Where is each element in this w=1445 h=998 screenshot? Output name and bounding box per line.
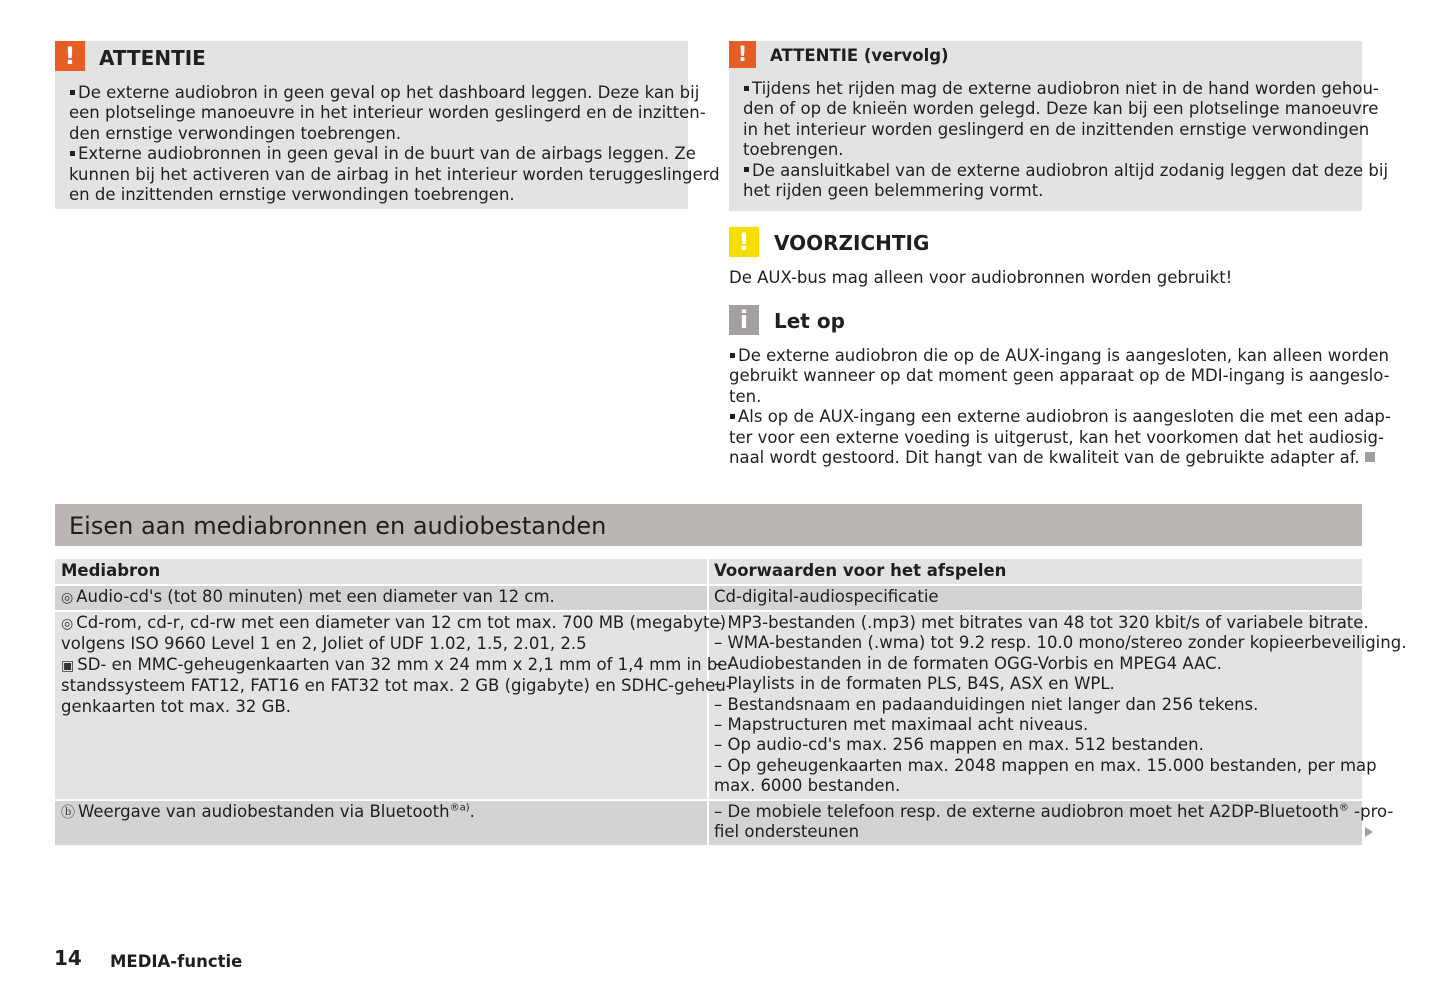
section-title: Eisen aan mediabronnen en audiobestanden (69, 512, 607, 540)
caution-icon: ! (729, 227, 759, 257)
table-cell: Cd-digital-audiospecificatie (714, 587, 939, 606)
warning-icon: ! (729, 41, 756, 68)
sd-card-icon: ▣ (61, 657, 75, 674)
cd-icon: ◎ (61, 616, 74, 632)
warning-icon: ! (55, 41, 85, 71)
voorzichtig-text: De AUX-bus mag alleen voor audiobronnen worden gebruikt! (729, 268, 1233, 287)
attentie-vervolg-heading: ATTENTIE (vervolg) (770, 46, 949, 65)
section-end-mark (1365, 452, 1375, 462)
table-row: ⓑ Weergave van audiobestanden via Bluetooth$^{®a)}$. (61, 802, 475, 821)
attentie-text: De externe audiobron in geen geval op het dashboard leggen. Deze kan bij een plotselinge manoeuvre in het interieur worden geslingerd en de inzitten- den ernstige verwondingen toebrengen. Externe audiobronnen in geen geval in de buurt van de airbags leggen. Ze kunnen bij het activeren van de airbag in het interieur worden teruggeslingerd en de inzittenden ernstige verwondingen toebrengen. (69, 83, 720, 205)
table-row: ◎ Audio-cd's (tot 80 minuten) met een diameter van 12 cm. (61, 587, 555, 606)
attentie-vervolg-text: Tijdens het rijden mag de externe audiobron niet in de hand worden gehou- den of op de knieën worden gelegd. Deze kan bij een plotselinge manoeuvre in het interieur worden geslingerd en de inzittenden ernstige verwondingen toebrengen. De aansluitkabel van de externe audiobron altijd zodanig leggen dat deze bij het rijden geen belemmering vormt. (743, 79, 1389, 201)
chapter-title: MEDIA-functie (110, 952, 243, 971)
cd-icon: ◎ (61, 590, 74, 606)
info-icon: i (729, 305, 759, 335)
table-row: ◎ Cd-rom, cd-r, cd-rw met een diameter van 12 cm tot max. 700 MB (megabyte) volgens ISO 9660 Level 1 en 2, Joliet of UDF 1.02, 1.5, 2.01, 2.5 ▣ SD- en MMC-geheugenkaarten van 32 mm x 24 mm x 2,1 mm of 1,4 mm in be- standssysteem FAT12, FAT16 en FAT32 tot max. 2 GB (gigabyte) en SDHC-geheu- genkaarten tot max. 32 GB. (61, 613, 734, 716)
voorzichtig-heading: VOORZICHTIG (774, 231, 930, 255)
table-header-mediabron: Mediabron (61, 561, 161, 580)
continue-arrow-icon (1365, 827, 1373, 837)
table-header-voorwaarden: Voorwaarden voor het afspelen (714, 561, 1007, 580)
table-cell: – De mobiele telefoon resp. de externe audiobron moet het A2DP-Bluetooth® -pro- fiel ondersteunen (714, 802, 1394, 842)
table-cell: – MP3-bestanden (.mp3) met bitrates van 48 tot 320 kbit/s of variabele bitrate. – WMA-bestanden (.wma) tot 9.2 resp. 10.0 mono/stereo zonder kopieerbeveiliging. – Audiobestanden in de formaten OGG-Vorbis en MPEG4 AAC. – Playlists in de formaten PLS, B4S, ASX en WPL. – Bestandsnaam en padaanduidingen niet langer dan 256 tekens. – Mapstructuren met maximaal acht niveaus. – Op audio-cd's max. 256 mappen en max. 512 bestanden. – Op geheugenkaarten max. 2048 mappen en max. 15.000 bestanden, per map max. 6000 bestanden. (714, 613, 1407, 796)
bluetooth-icon: ⓑ (61, 805, 75, 821)
let-op-text: De externe audiobron die op de AUX-ingang is aangesloten, kan alleen worden gebruikt wanneer op dat moment geen apparaat op de MDI-ingang is aangeslo- ten. Als op de AUX-ingang een externe audiobron is aangesloten die met een adap- ter voor een externe voeding is uitgerust, kan het voorkomen dat het audiosig- naal wordt gestoord. Dit hangt van de kwaliteit van de gebruikte adapter af. (729, 346, 1391, 468)
attentie-heading: ATTENTIE (99, 46, 206, 70)
section-header (55, 504, 1362, 546)
page-number: 14 (54, 946, 82, 970)
let-op-heading: Let op (774, 309, 845, 333)
